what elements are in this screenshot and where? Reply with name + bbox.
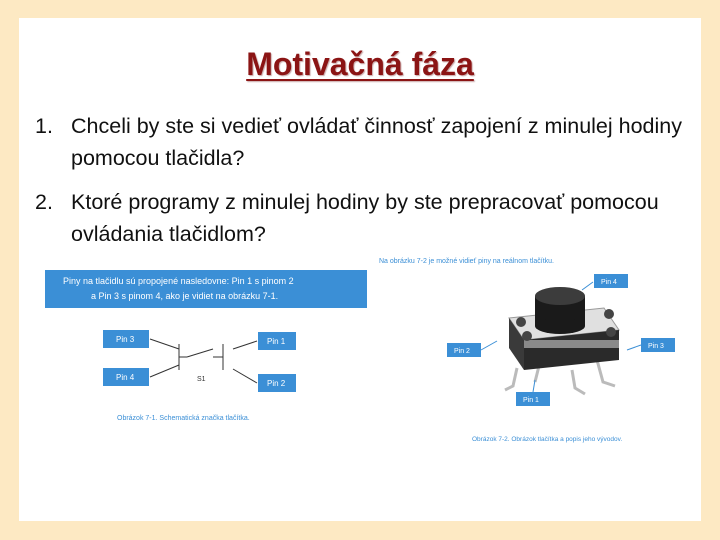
right-caption: Obrázok 7-2. Obrázok tlačítka a popis jeho vývodov. xyxy=(472,436,623,443)
button-corner-dot xyxy=(606,327,616,337)
question-2-text: Ktoré programy z minulej hodiny by ste prepracovať pomocou ovládania tlačidlom? xyxy=(71,190,659,246)
schematic-figure xyxy=(45,270,367,422)
page-title: Motivačná fáza xyxy=(246,46,474,82)
pin-2-label: Pin 2 xyxy=(267,379,286,388)
button-stem-base xyxy=(535,318,585,334)
banner-line-1: Piny na tlačidlu sú propojené nasledovne: Pin 1 s pinom 2 xyxy=(63,276,294,286)
right-pin-1-label: Pin 1 xyxy=(523,397,539,404)
question-1-text: Chceli by ste si vedieť ovládať činnosť zapojení z minulej hodiny pomocou tlačidla? xyxy=(71,114,682,170)
figures xyxy=(19,18,701,521)
right-header: Na obrázku 7-2 je možné vidieť piny na reálnom tlačítku. xyxy=(379,258,554,265)
left-caption: Obrázok 7-1. Schematická značka tlačítka. xyxy=(117,415,250,422)
button-photo-figure xyxy=(379,258,675,443)
right-pin-2-label: Pin 2 xyxy=(454,348,470,355)
banner-line-2: a Pin 3 s pinom 4, ako je vidiet na obrázku 7-1. xyxy=(91,291,279,301)
slide xyxy=(19,18,701,521)
right-pin-3-label: Pin 3 xyxy=(648,343,664,350)
button-corner-dot xyxy=(522,331,532,341)
question-2-number: 2. xyxy=(35,190,53,214)
pin-3-label: Pin 3 xyxy=(116,335,135,344)
button-cap xyxy=(535,287,585,305)
button-corner-dot xyxy=(516,317,526,327)
button-rim xyxy=(524,340,619,348)
pin-4-label: Pin 4 xyxy=(116,373,135,382)
switch-label: S1 xyxy=(197,376,206,383)
question-1-number: 1. xyxy=(35,114,53,138)
button-corner-dot xyxy=(604,309,614,319)
pin-1-label: Pin 1 xyxy=(267,337,286,346)
right-pin-4-label: Pin 4 xyxy=(601,279,617,286)
